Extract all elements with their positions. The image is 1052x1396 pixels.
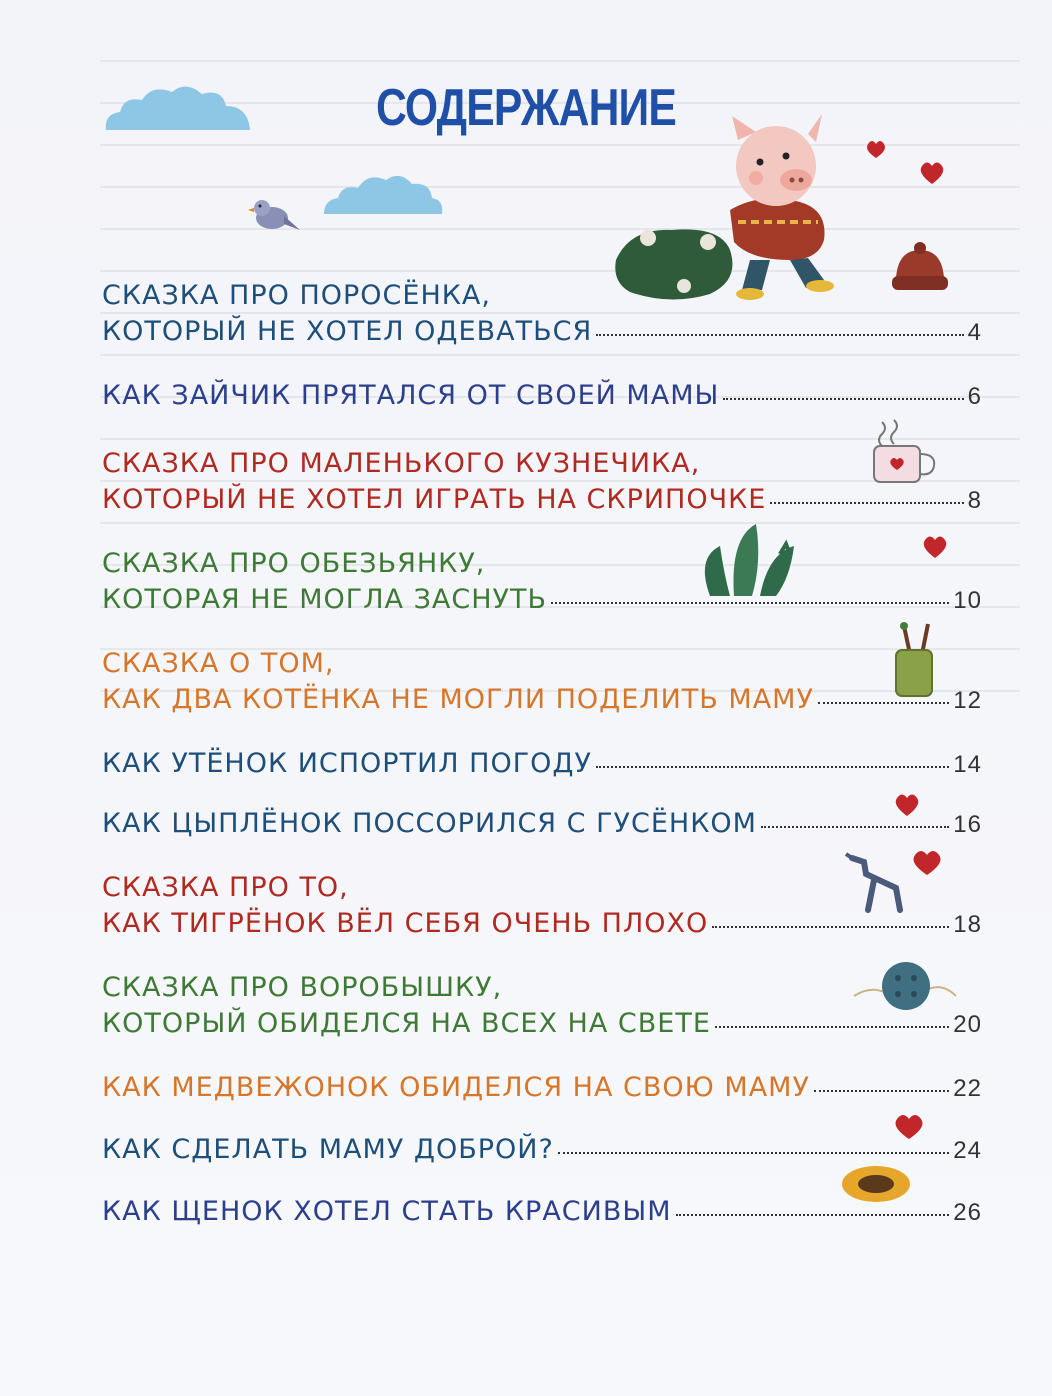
toc-entry-line bbox=[102, 870, 982, 906]
toc-entry-title: КОТОРАЯ НЕ МОГЛА ЗАСНУТЬ bbox=[102, 584, 547, 615]
toc-entry-title: КОТОРЫЙ НЕ ХОТЕЛ ИГРАТЬ НА СКРИПОЧКЕ bbox=[102, 484, 767, 515]
toc-entry-line bbox=[102, 546, 982, 582]
page-number: 6 bbox=[967, 383, 982, 410]
page-title: СОДЕРЖАНИЕ bbox=[375, 79, 677, 137]
toc-entry[interactable] bbox=[102, 970, 982, 1043]
toc-entry-title: СКАЗКА О ТОМ, bbox=[102, 648, 335, 679]
toc-entry-title: СКАЗКА ПРО ПОРОСЁНКА, bbox=[102, 280, 491, 311]
page-number: 26 bbox=[953, 1199, 982, 1226]
dot-leader bbox=[712, 926, 949, 928]
dot-leader bbox=[596, 334, 963, 336]
toc-entry-title: СКАЗКА ПРО ОБЕЗЬЯНКУ, bbox=[102, 548, 486, 579]
toc-entry-line bbox=[102, 970, 982, 1006]
toc-entry-last-line bbox=[102, 1194, 982, 1231]
page-number: 8 bbox=[967, 487, 982, 514]
toc-entry[interactable] bbox=[102, 546, 982, 619]
toc-entry-last-line bbox=[102, 906, 982, 943]
toc-entry[interactable] bbox=[102, 646, 982, 719]
toc-entry-title: СКАЗКА ПРО ВОРОБЫШКУ, bbox=[102, 972, 503, 1003]
toc-entry-title: КАК УТЁНОК ИСПОРТИЛ ПОГОДУ bbox=[102, 748, 592, 779]
toc-entry-last-line bbox=[102, 1006, 982, 1043]
page-number: 4 bbox=[967, 319, 982, 346]
toc-entry-title: КАК ЗАЙЧИК ПРЯТАЛСЯ ОТ СВОЕЙ МАМЫ bbox=[102, 380, 720, 411]
toc-entry-title: КАК ДВА КОТЁНКА НЕ МОГЛИ ПОДЕЛИТЬ МАМУ bbox=[102, 684, 814, 715]
toc-entry[interactable] bbox=[102, 806, 982, 843]
dot-leader bbox=[558, 1152, 950, 1154]
toc-entry-title: СКАЗКА ПРО ТО, bbox=[102, 872, 349, 903]
dot-leader bbox=[770, 502, 963, 504]
toc-entry-last-line bbox=[102, 682, 982, 719]
cloud-icon bbox=[318, 168, 448, 220]
toc-entry-title: КАК ТИГРЁНОК ВЁЛ СЕБЯ ОЧЕНЬ ПЛОХО bbox=[102, 908, 709, 939]
toc-entry-last-line bbox=[102, 1070, 982, 1107]
toc-entry[interactable] bbox=[102, 1132, 982, 1169]
page-number: 24 bbox=[953, 1137, 982, 1164]
bird-icon bbox=[244, 190, 304, 240]
toc-entry-last-line bbox=[102, 1132, 982, 1169]
page-number: 12 bbox=[953, 687, 982, 714]
page-number: 20 bbox=[953, 1011, 982, 1038]
toc-entry-line bbox=[102, 278, 982, 314]
toc-entry[interactable] bbox=[102, 746, 982, 783]
toc-entry[interactable] bbox=[102, 378, 982, 415]
dot-leader bbox=[814, 1090, 949, 1092]
dot-leader bbox=[761, 826, 949, 828]
toc-entry-line bbox=[102, 446, 982, 482]
dot-leader bbox=[715, 1026, 949, 1028]
dot-leader bbox=[551, 602, 949, 604]
page-number: 18 bbox=[953, 911, 982, 938]
toc-entry-last-line bbox=[102, 806, 982, 843]
toc-entry-line bbox=[102, 646, 982, 682]
toc-entry-title: КАК МЕДВЕЖОНОК ОБИДЕЛСЯ НА СВОЮ МАМУ bbox=[102, 1072, 810, 1103]
dot-leader bbox=[818, 702, 949, 704]
toc-entry-title: КОТОРЫЙ ОБИДЕЛСЯ НА ВСЕХ НА СВЕТЕ bbox=[102, 1008, 711, 1039]
toc-entry-title: КАК ЩЕНОК ХОТЕЛ СТАТЬ КРАСИВЫМ bbox=[102, 1196, 672, 1227]
toc-entry-last-line bbox=[102, 314, 982, 351]
toc-entry-title: СКАЗКА ПРО МАЛЕНЬКОГО КУЗНЕЧИКА, bbox=[102, 448, 701, 479]
toc-entry[interactable] bbox=[102, 870, 982, 943]
page-number: 16 bbox=[953, 811, 982, 838]
toc-entry[interactable] bbox=[102, 1070, 982, 1107]
page-number: 22 bbox=[953, 1075, 982, 1102]
page-number: 14 bbox=[953, 751, 982, 778]
toc-entry[interactable] bbox=[102, 446, 982, 519]
toc-entry[interactable] bbox=[102, 278, 982, 351]
page-number: 10 bbox=[953, 587, 982, 614]
toc-entry-last-line bbox=[102, 582, 982, 619]
toc-entry-last-line bbox=[102, 746, 982, 783]
toc-entry-title: КАК ЦЫПЛЁНОК ПОССОРИЛСЯ С ГУСЁНКОМ bbox=[102, 808, 757, 839]
toc-entry[interactable] bbox=[102, 1194, 982, 1231]
dot-leader bbox=[596, 766, 949, 768]
toc-entry-title: КАК СДЕЛАТЬ МАМУ ДОБРОЙ? bbox=[102, 1134, 554, 1165]
toc-entry-title: КОТОРЫЙ НЕ ХОТЕЛ ОДЕВАТЬСЯ bbox=[102, 316, 593, 347]
toc-entry-last-line bbox=[102, 482, 982, 519]
dot-leader bbox=[676, 1214, 950, 1216]
toc-entry-last-line bbox=[102, 378, 982, 415]
dot-leader bbox=[723, 398, 963, 400]
